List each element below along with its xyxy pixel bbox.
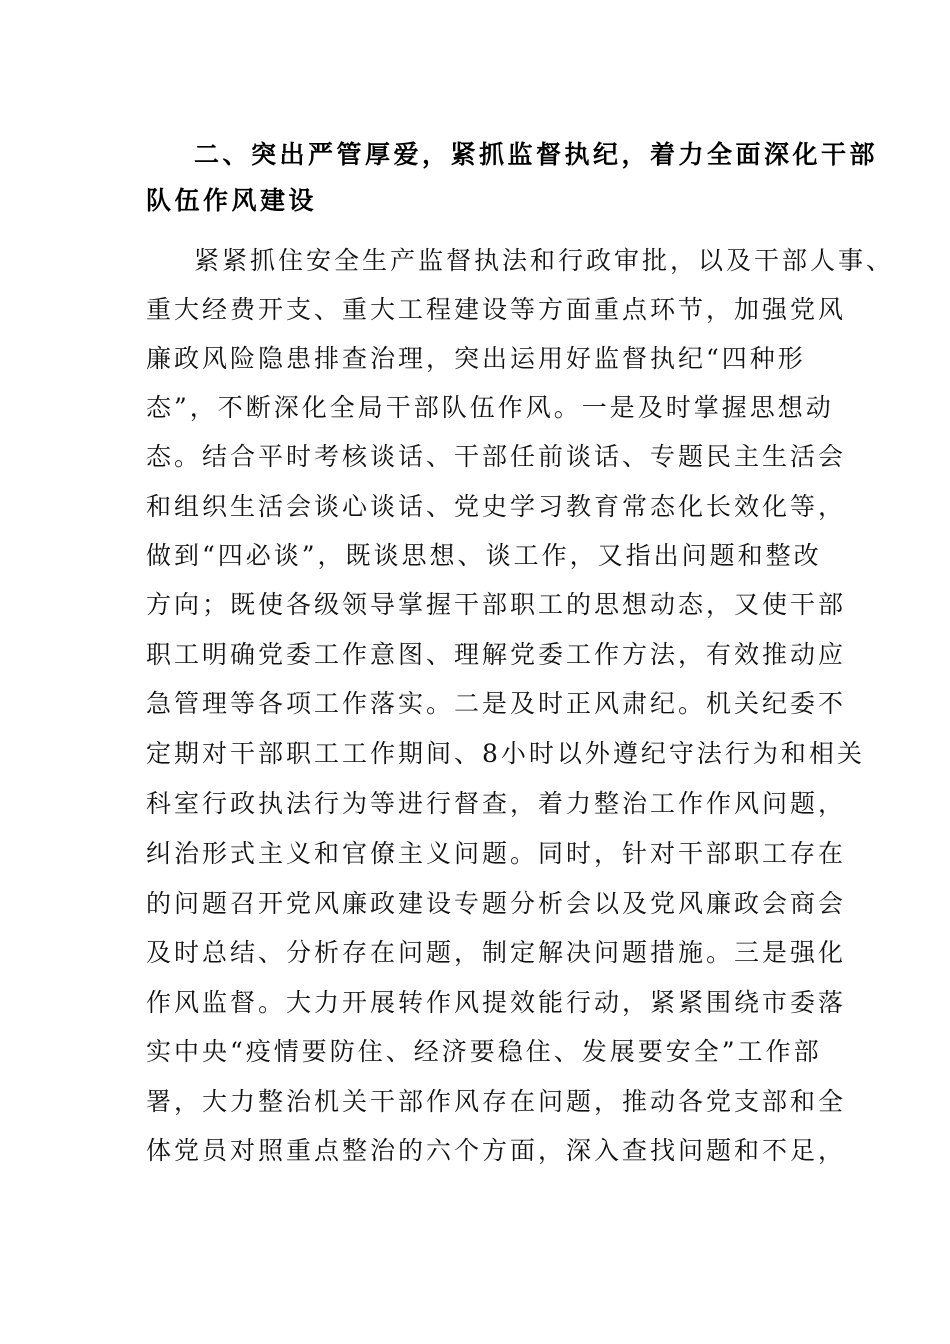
body-line-19: 体党员对照重点整治的六个方面，深入查找问题和不足，: [146, 1136, 847, 1165]
section-heading-line-2: 队伍作风建设: [146, 186, 318, 215]
body-line-8: 方向；既使各级领导掌握干部职工的思想动态，又使干部: [146, 590, 847, 619]
body-line-4: 态”，不断深化全局干部队伍作风。一是及时掌握思想动: [146, 393, 834, 422]
body-line-2: 重大经费开支、重大工程建设等方面重点环节，加强党风: [146, 295, 847, 324]
body-line-17: 实中央“疫情要防住、经济要稳住、发展要安全”工作部: [146, 1037, 822, 1066]
body-line-12: 科室行政执法行为等进行督查，着力整治工作作风问题，: [146, 789, 847, 818]
body-line-16: 作风监督。大力开展转作风提效能行动，紧紧围绕市委落: [146, 988, 847, 1017]
section-heading-line-1: 二、突出严管厚爱，紧抓监督执纪，着力全面深化干部: [194, 140, 879, 169]
body-line-5: 态。结合平时考核谈话、干部任前谈话、专题民主生活会: [146, 442, 847, 471]
body-line-15: 及时总结、分析存在问题，制定解决问题措施。三是强化: [146, 938, 847, 967]
body-line-18: 署，大力整治机关干部作风存在问题，推动各党支部和全: [146, 1087, 847, 1116]
body-line-13: 纠治形式主义和官僚主义问题。同时，针对干部职工存在: [146, 839, 847, 868]
body-line-3: 廉政风险隐患排查治理，突出运用好监督执纪“四种形: [146, 344, 806, 373]
body-line-14: 的问题召开党风廉政建设专题分析会以及党风廉政会商会: [146, 889, 847, 918]
body-line-7: 做到“四必谈”，既谈思想、谈工作，又指出问题和整改: [146, 541, 822, 570]
body-line-1: 紧紧抓住安全生产监督执法和行政审批，以及干部人事、: [194, 246, 895, 275]
body-line-6: 和组织生活会谈心谈话、党史学习教育常态化长效化等，: [146, 492, 847, 521]
body-line-9: 职工明确党委工作意图、理解党委工作方法，有效推动应: [146, 640, 847, 669]
body-line-11: 定期对干部职工工作期间、8小时以外遵纪守法行为和相关: [146, 739, 865, 768]
body-line-10: 急管理等各项工作落实。二是及时正风肃纪。机关纪委不: [146, 689, 847, 718]
